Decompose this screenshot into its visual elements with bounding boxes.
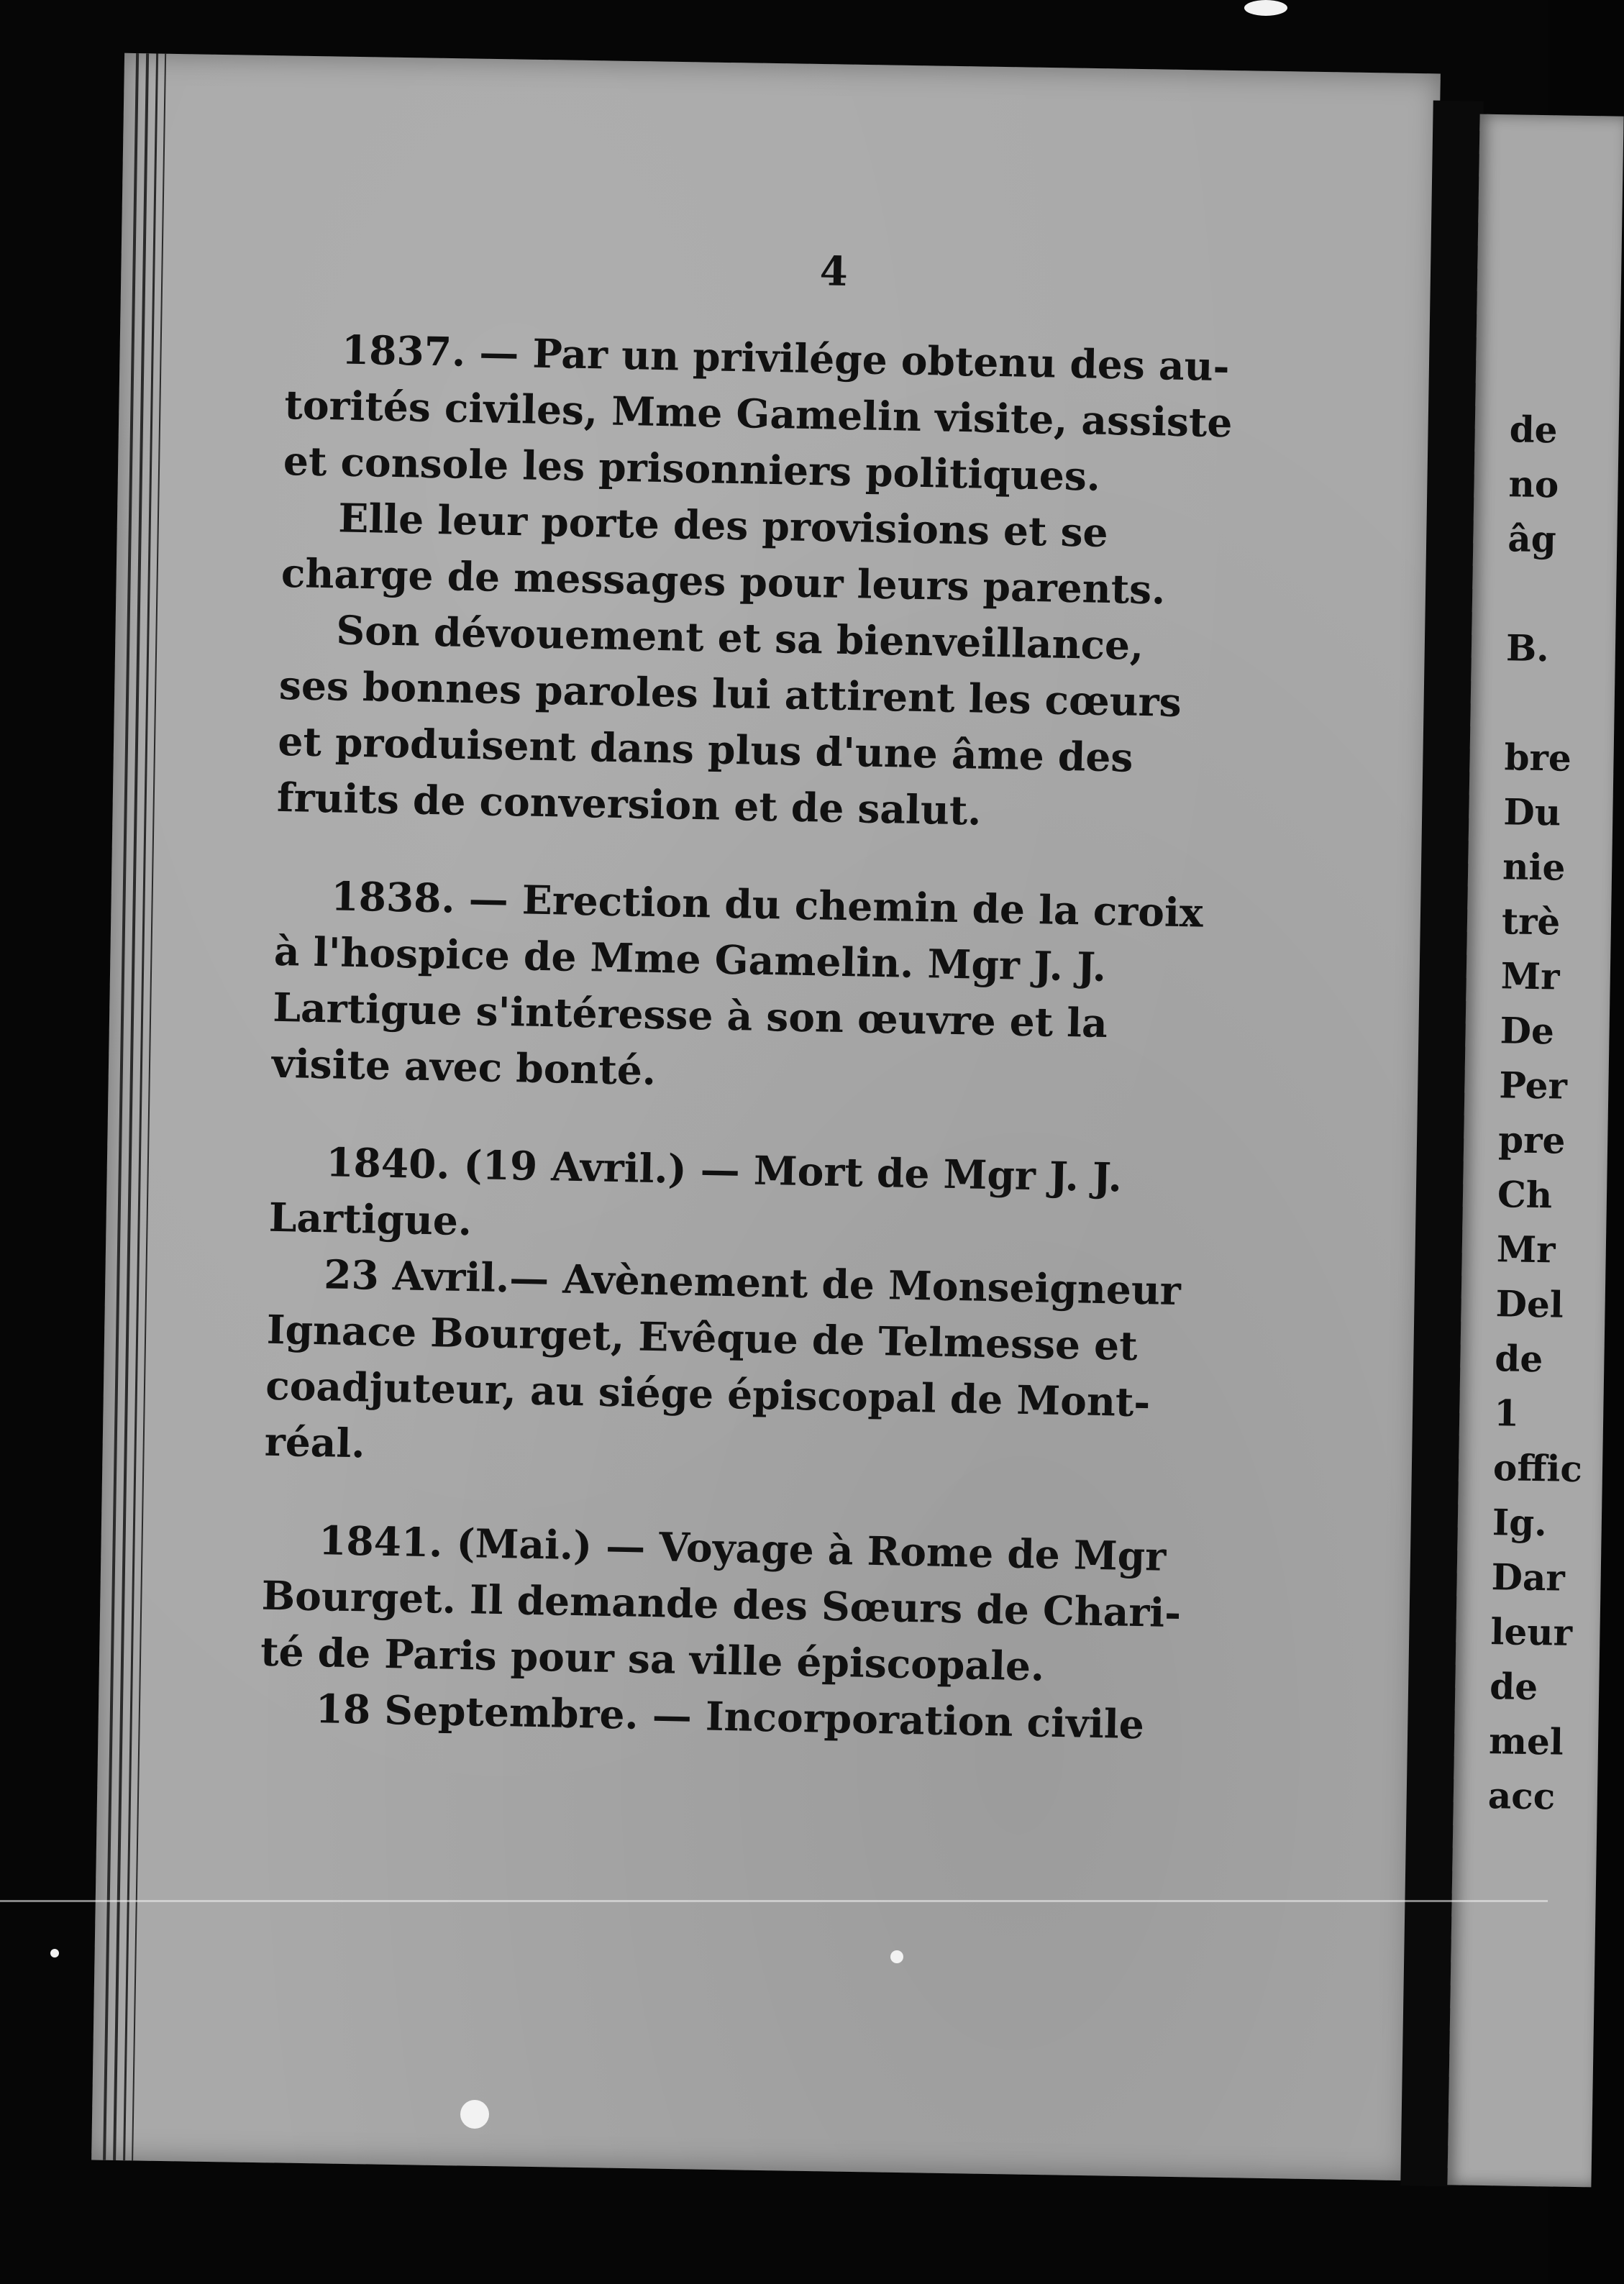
scan-speck — [50, 1949, 59, 1958]
fragment-line: B. — [1505, 626, 1550, 670]
text-line: à l'hospice de Mme Gamelin. Mgr J. J. — [273, 927, 1107, 991]
fragment-line: pre — [1497, 1118, 1566, 1162]
fragment-line: De — [1500, 1009, 1555, 1053]
text-line: 1841. (Mai.) — Voyage à Rome de Mgr — [318, 1517, 1167, 1580]
text-line: réal. — [264, 1417, 366, 1467]
fragment-line: âg — [1507, 517, 1557, 561]
text-line: et console les prisonniers politiques. — [283, 437, 1101, 500]
fragment-line: Ch — [1497, 1173, 1553, 1217]
paragraph-devouement — [276, 601, 1345, 846]
text-line: ses bonnes paroles lui attirent les cœurs — [278, 661, 1182, 726]
text-line: Lartigue s'intéresse à son œuvre et la — [272, 983, 1108, 1047]
scan-speck — [1244, 0, 1287, 16]
paragraph-1840 — [268, 1133, 1335, 1266]
fragment-line — [1505, 675, 1595, 731]
fragment-line: acc — [1487, 1774, 1556, 1818]
fragment-line — [1507, 566, 1597, 622]
fragment-line: no — [1508, 462, 1559, 506]
paragraph-1838 — [271, 867, 1340, 1112]
text-line: Bourget. Il demande des Sœurs de Chari- — [261, 1571, 1182, 1637]
paragraph-23-avril — [264, 1246, 1333, 1490]
text-line: 1838. — Erection du chemin de la croix — [330, 872, 1204, 936]
fragment-line: de — [1509, 408, 1558, 452]
right-page-text-fragments — [1487, 402, 1599, 1824]
text-line: 23 Avril.— Avènement de Monseigneur — [323, 1251, 1182, 1315]
paragraph-provisions — [280, 489, 1347, 621]
text-line: 1840. (19 Avril.) — Mort de Mgr J. J. — [325, 1138, 1123, 1201]
text-line: torités civiles, Mme Gamelin visite, assiste — [283, 380, 1233, 447]
scanner-artifact-line — [0, 1900, 1548, 1902]
text-line: charge de messages pour leurs parents. — [280, 549, 1166, 613]
paragraph-1837 — [283, 321, 1350, 509]
fragment-line: bre — [1504, 736, 1572, 780]
text-line: et produisent dans plus d'une âme des — [277, 717, 1133, 781]
page-text — [259, 237, 1352, 1756]
fragment-line: mel — [1488, 1719, 1564, 1763]
fragment-line: nie — [1502, 845, 1566, 889]
fragment-line: Ig. — [1492, 1501, 1548, 1545]
fragment-line: Del — [1495, 1282, 1564, 1326]
scan-speck — [890, 1950, 903, 1963]
fragment-line: 1 — [1493, 1392, 1520, 1435]
paragraph-1841 — [260, 1512, 1327, 1700]
text-line: Son dévouement et sa bienveillance, — [335, 606, 1144, 669]
fragment-line: Du — [1502, 790, 1561, 834]
text-line: visite avec bonté. — [271, 1039, 657, 1095]
fragment-line: trè — [1501, 900, 1561, 944]
text-line: té de Paris pour sa ville épiscopale. — [260, 1627, 1045, 1690]
page-edge — [132, 54, 166, 2161]
fragment-line: de — [1489, 1665, 1538, 1709]
text-line: 18 Septembre. — Incorporation civile — [315, 1685, 1145, 1748]
scan-speck — [460, 2100, 489, 2129]
text-line: fruits de conversion et de salut. — [276, 773, 982, 834]
fragment-line: Mr — [1500, 954, 1560, 998]
fragment-line: Per — [1498, 1064, 1568, 1107]
text-line: Elle leur porte des provisions et se — [337, 494, 1109, 556]
text-line: Ignace Bourget, Evêque de Telmesse et — [266, 1305, 1139, 1369]
text-line: Lartigue. — [268, 1193, 473, 1245]
fragment-line: Dar — [1491, 1556, 1566, 1599]
fragment-line: de — [1494, 1337, 1543, 1381]
text-line: 1837. — Par un privilége obtenu des au- — [341, 326, 1231, 390]
text-line: coadjuteur, au siége épiscopal de Mont- — [265, 1361, 1151, 1426]
fragment-line: offic — [1492, 1446, 1583, 1491]
fragment-line: Mr — [1496, 1228, 1556, 1271]
page-number: 4 — [819, 247, 849, 296]
page-edge — [103, 53, 139, 2160]
fragment-line: leur — [1490, 1610, 1573, 1654]
